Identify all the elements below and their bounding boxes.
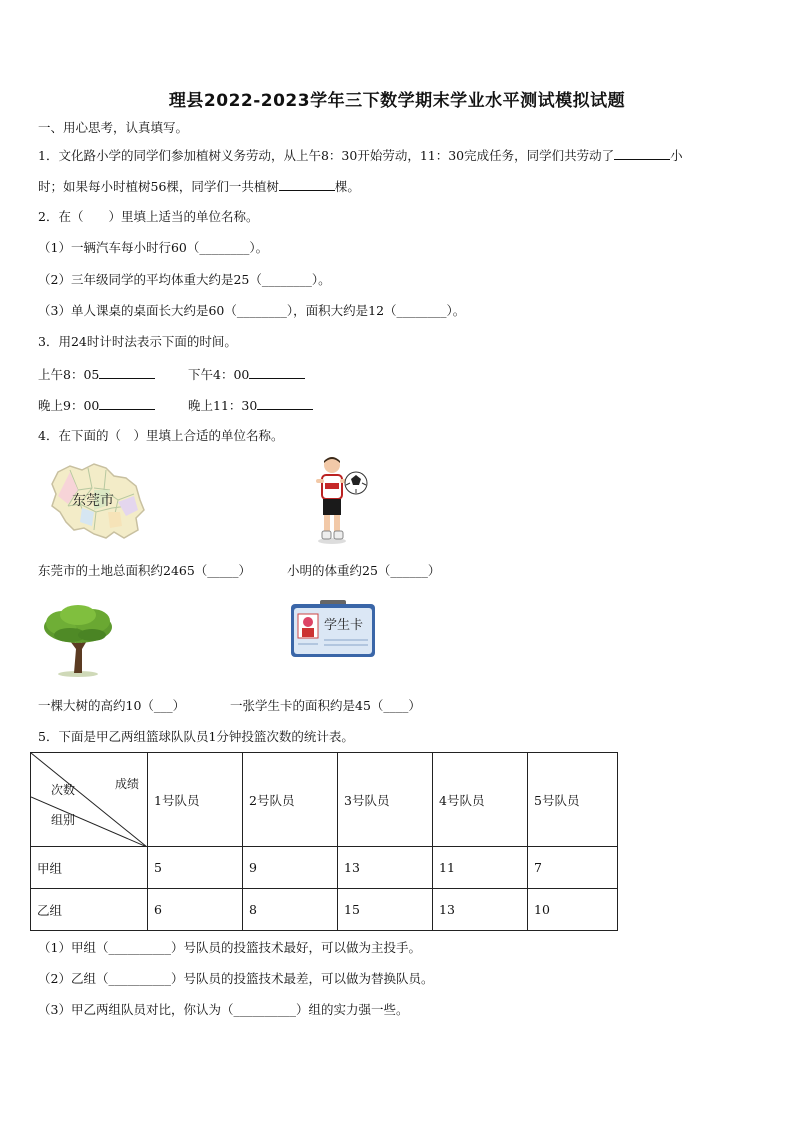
question-2-item-2: （2）三年级同学的平均体重大约是25（________）。 bbox=[38, 272, 331, 287]
table-row bbox=[31, 889, 618, 931]
answer-blank[interactable] bbox=[249, 365, 305, 379]
column-header: 3号队员 bbox=[338, 753, 433, 847]
time-label: 上午8：05 bbox=[38, 367, 100, 382]
time-label: 晚上11：30 bbox=[188, 398, 258, 413]
table-row bbox=[31, 847, 618, 889]
question-4-line-a1: 东莞市的土地总面积约2465（_____） bbox=[38, 563, 252, 578]
column-header: 5号队员 bbox=[528, 753, 618, 847]
time-item-2 bbox=[188, 365, 305, 384]
boy-with-ball-image bbox=[312, 455, 372, 547]
table-cell: 6 bbox=[148, 889, 243, 931]
time-item-1 bbox=[38, 365, 155, 384]
answer-blank[interactable] bbox=[99, 396, 155, 410]
table-cell: 11 bbox=[433, 847, 528, 889]
time-item-4 bbox=[188, 396, 313, 415]
score-table bbox=[30, 752, 618, 931]
question-1-line-1 bbox=[38, 146, 683, 165]
table-cell: 8 bbox=[243, 889, 338, 931]
question-5-sub-2: （2）乙组（__________）号队员的投篮技术最差，可以做为替换队员。 bbox=[38, 971, 434, 986]
question-4-line-a2: 小明的体重约25（______） bbox=[287, 563, 441, 578]
row-group-label: 乙组 bbox=[31, 889, 148, 931]
table-cell: 13 bbox=[433, 889, 528, 931]
column-header: 2号队员 bbox=[243, 753, 338, 847]
answer-blank[interactable] bbox=[99, 365, 155, 379]
question-2-stem: 2．在（ ）里填上适当的单位名称。 bbox=[38, 209, 259, 224]
table-header-row bbox=[31, 753, 618, 847]
answer-blank[interactable] bbox=[279, 177, 335, 191]
question-4-line-b2: 一张学生卡的面积约是45（____） bbox=[230, 698, 421, 713]
answer-blank[interactable] bbox=[257, 396, 313, 410]
table-cell: 13 bbox=[338, 847, 433, 889]
question-4-stem: 4．在下面的（ ）里填上合适的单位名称。 bbox=[38, 428, 284, 443]
student-card-image bbox=[290, 600, 376, 658]
dongguan-map-image bbox=[48, 460, 148, 542]
section-heading: 一、用心思考，认真填写。 bbox=[38, 120, 189, 135]
header-group-label: 组别 bbox=[51, 813, 76, 827]
header-score-label: 成绩 bbox=[115, 777, 140, 791]
question-5-sub-1: （1）甲组（__________）号队员的投篮技术最好，可以做为主投手。 bbox=[38, 940, 421, 955]
table-cell: 5 bbox=[148, 847, 243, 889]
question-2-item-1: （1）一辆汽车每小时行60（________）。 bbox=[38, 240, 269, 255]
question-1-text-a: 1．文化路小学的同学们参加植树义务劳动，从上午8：30开始劳动，11：30完成任务，同学们共劳动了 bbox=[38, 148, 615, 163]
header-count-label: 次数 bbox=[51, 783, 76, 797]
column-header: 4号队员 bbox=[433, 753, 528, 847]
question-2-item-3: （3）单人课桌的桌面长大约是60（________），面积大约是12（________）。 bbox=[38, 303, 466, 318]
table-cell: 7 bbox=[528, 847, 618, 889]
column-header: 1号队员 bbox=[148, 753, 243, 847]
tree-image bbox=[40, 603, 118, 678]
card-label: 学生卡 bbox=[324, 618, 364, 633]
question-1-text-c: 时；如果每小时植树56棵，同学们一共植树 bbox=[38, 179, 279, 194]
answer-blank[interactable] bbox=[614, 146, 670, 160]
diagonal-header-cell bbox=[31, 753, 148, 847]
question-5-stem: 5．下面是甲乙两组篮球队队员1分钟投篮次数的统计表。 bbox=[38, 729, 354, 744]
question-1-line-2 bbox=[38, 177, 360, 196]
question-4-line-b1: 一棵大树的高约10（___） bbox=[38, 698, 186, 713]
question-1-text-d: 棵。 bbox=[334, 179, 360, 194]
table-cell: 9 bbox=[243, 847, 338, 889]
table-cell: 15 bbox=[338, 889, 433, 931]
question-3-stem: 3．用24时计时法表示下面的时间。 bbox=[38, 334, 237, 349]
table-cell: 10 bbox=[528, 889, 618, 931]
question-5-sub-3: （3）甲乙两组队员对比，你认为（__________）组的实力强一些。 bbox=[38, 1002, 409, 1017]
time-label: 晚上9：00 bbox=[38, 398, 100, 413]
question-1-text-b: 小 bbox=[670, 148, 683, 163]
page-title: 理县2022-2023学年三下数学期末学业水平测试模拟试题 bbox=[168, 91, 626, 111]
row-group-label: 甲组 bbox=[31, 847, 148, 889]
time-label: 下午4：00 bbox=[188, 367, 250, 382]
time-item-3 bbox=[38, 396, 155, 415]
map-label: 东莞市 bbox=[72, 493, 114, 509]
